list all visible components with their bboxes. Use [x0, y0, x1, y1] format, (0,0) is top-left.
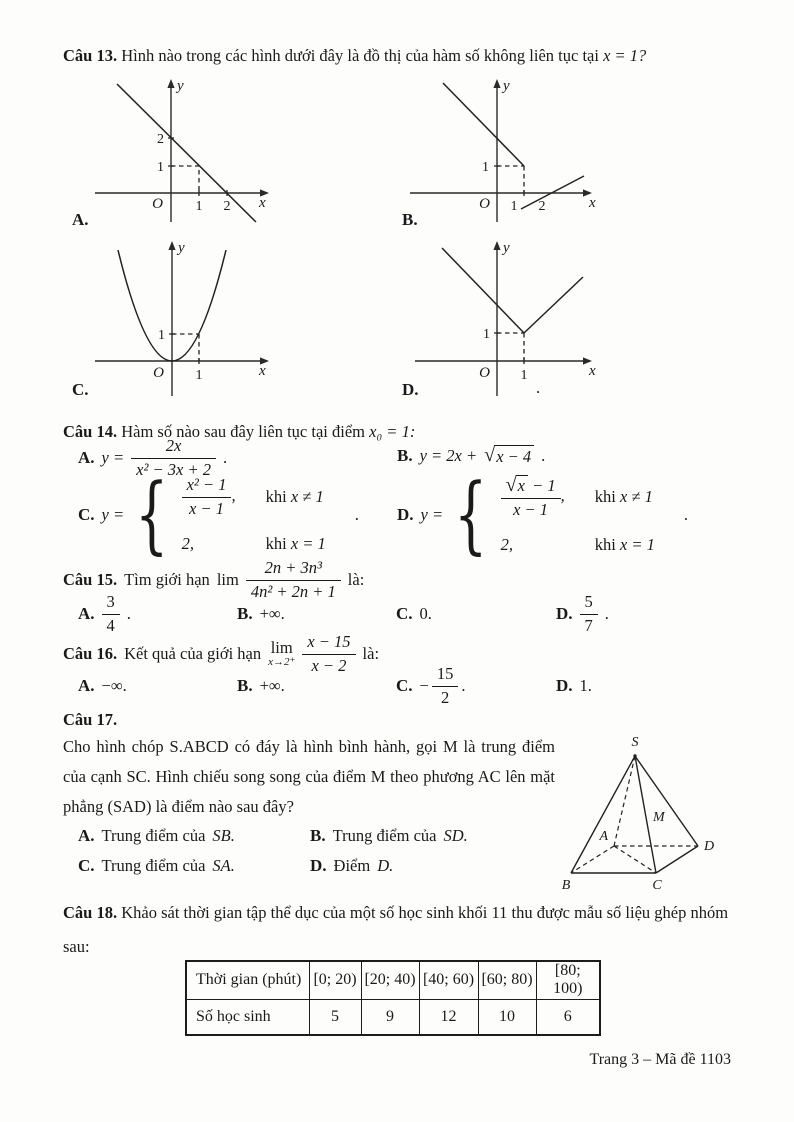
origin-label: O	[479, 196, 490, 212]
function-branch-left	[443, 83, 524, 166]
pyramid-figure	[550, 730, 725, 895]
tick-label-x2: 2	[538, 199, 546, 214]
piecewise: $\frac{\text{x² − 1}}{x - 1}$ , khi x ≠ 1 2, khi x = 1	[181, 475, 326, 553]
origin-label: O	[152, 196, 163, 212]
y-axis-label: y	[503, 78, 510, 94]
q16-option-b: B. +∞.	[237, 676, 285, 695]
function-curve	[117, 84, 256, 222]
q18-text: Khảo sát thời gian tập thể dục của một số học sinh khối 11 thu được mẫu số liệu ghép nhóm	[121, 903, 729, 922]
fraction: $\frac{2x}{\text{x² − 3x + 2}}$	[131, 437, 216, 479]
q17-line3: phẳng (SAD) là điểm nào sau đây?	[63, 797, 294, 816]
fraction: $\frac{\text{2n + 3n³}}{\text{4n² + 2n + 1}}$	[246, 559, 341, 601]
y-axis-arrow	[493, 79, 500, 88]
tick-label-x1: 1	[195, 368, 203, 383]
lim-operator: lim x→2⁺	[268, 637, 296, 669]
q14-option-d: D. y = { √ x − 1 x − 1 , khi x ≠ 1 2, khi x = 1 .	[397, 465, 689, 564]
q17-label: Câu 17.	[63, 710, 118, 729]
q13-option-c: C.	[72, 380, 89, 399]
q14-math: x₀ = 1:	[369, 422, 416, 441]
q16-option-d: D. 1.	[556, 676, 592, 695]
q13-label: Câu 13.	[63, 46, 118, 65]
y-axis-label: y	[503, 240, 510, 256]
header-cell: [80; 100)	[536, 961, 600, 999]
value-cell: 12	[419, 999, 478, 1035]
graph-c	[60, 238, 290, 400]
page-footer: Trang 3 – Mã đề 1103	[589, 1051, 731, 1068]
q14-option-c: C. y = { $\frac{\text{x² − 1}}{x - 1}$ , khi x ≠ 1 2, khi x = 1 .	[78, 465, 359, 564]
q15-heading: Câu 15. Tìm giới hạn lim $\frac{\text{2n + 3n³}}{\text{4n² + 2n + 1}}$ là:	[63, 558, 365, 601]
tick-label-x1: 1	[510, 199, 518, 214]
frequency-table	[185, 960, 601, 1036]
header-cell: [20; 40)	[361, 961, 419, 999]
header-cell: [40; 60)	[419, 961, 478, 999]
brace: {	[454, 465, 488, 564]
brace: {	[135, 465, 169, 564]
q18-text-line2: sau:	[63, 937, 90, 956]
solid-edges	[571, 756, 698, 873]
dashed-guides	[497, 166, 524, 193]
dashed-guides	[171, 166, 199, 193]
header-cell: [0; 20)	[309, 961, 361, 999]
q16-option-c: C. − $\frac{15}{2}$ .	[396, 664, 466, 707]
q15-option-d: D. $\frac{5}{7}$ .	[556, 592, 609, 635]
q18-heading	[63, 903, 753, 923]
tick-label-y1: 1	[157, 160, 164, 175]
vertex-label-c: C	[652, 878, 662, 893]
y-axis-label: y	[178, 240, 185, 256]
midpoint-label-m: M	[653, 810, 665, 825]
dashed-guides	[172, 334, 199, 361]
tick-marks	[169, 334, 199, 364]
tick-label-x1: 1	[195, 199, 203, 214]
vertex-label-s: S	[631, 735, 639, 750]
y-axis-arrow	[168, 241, 175, 250]
q13-text: Hình nào trong các hình dưới đây là đồ thị của hàm số không liên tục tại	[121, 46, 599, 65]
x-axis-label: x	[259, 195, 266, 211]
square-root: √ x − 4	[484, 445, 534, 467]
y-axis-label: y	[177, 78, 184, 94]
vertex-label-b: B	[561, 878, 571, 893]
q14-label: Câu 14.	[63, 422, 118, 441]
tick-label-y1: 1	[482, 160, 489, 175]
origin-label: O	[479, 365, 490, 381]
q13-option-a: A.	[72, 210, 89, 229]
tick-marks	[494, 166, 524, 196]
value-cell: 6	[536, 999, 600, 1035]
q16-heading: Câu 16. Kết quả của giới hạn lim x→2⁺ $\frac{x - 15}{x - 2}$ là:	[63, 632, 380, 675]
table-data-row	[186, 999, 600, 1035]
q13-heading	[63, 46, 753, 66]
q13-option-b: B.	[402, 210, 418, 229]
lim-operator: lim	[216, 570, 239, 589]
header-cell: [60; 80)	[478, 961, 536, 999]
y-axis-arrow	[493, 241, 500, 250]
table-header-row	[186, 961, 600, 999]
q15-option-c: C. 0.	[396, 604, 432, 623]
apex-dot	[633, 754, 636, 757]
q15-option-b: B. +∞.	[237, 604, 285, 623]
graph-d	[400, 238, 630, 400]
tick-marks	[494, 333, 524, 364]
q18-label: Câu 18.	[63, 903, 118, 922]
tick-label-x1: 1	[520, 368, 528, 383]
row-label-cell: Số học sinh	[186, 999, 309, 1035]
tick-label-y2: 2	[157, 132, 164, 147]
q16-option-a: A. −∞.	[78, 676, 127, 695]
stray-dot: .	[536, 378, 541, 397]
q14-option-b: B. y = 2x + √ x − 4 .	[397, 444, 546, 466]
tick-label-x2: 2	[223, 199, 231, 214]
tick-label-y1: 1	[483, 327, 490, 342]
x-axis-label: x	[589, 195, 596, 211]
origin-label: O	[153, 365, 164, 381]
q17-option-b: B. Trung điểm của SD.	[310, 826, 468, 845]
piecewise: √ x − 1 x − 1 , khi x ≠ 1 2, khi x = 1	[500, 474, 655, 554]
y-axis-arrow	[167, 79, 174, 88]
q17-line2: của cạnh SC. Hình chiếu song song của điểm M theo phương AC lên mặt	[63, 767, 555, 786]
q13-option-d: D.	[402, 380, 419, 399]
q14-option-a: A. y = $\frac{2x}{\text{x² − 3x + 2}}$ .	[78, 436, 228, 479]
q17-line1: Cho hình chóp S.ABCD có đáy là hình bình hành, gọi M là trung điểm	[63, 737, 555, 756]
graph-a	[60, 76, 290, 226]
vertex-label-d: D	[704, 839, 715, 854]
fraction: $\frac{x - 15}{x - 2}$	[302, 633, 355, 675]
x-axis-label: x	[589, 363, 596, 379]
q15-option-a: A. $\frac{3}{4}$ .	[78, 592, 131, 635]
dashed-guides	[497, 333, 524, 361]
graph-b	[400, 76, 630, 226]
x-axis-label: x	[259, 363, 266, 379]
function-curve	[442, 248, 583, 333]
q17-option-a: A. Trung điểm của SB.	[78, 826, 235, 845]
value-cell: 10	[478, 999, 536, 1035]
q14-text: Hàm số nào sau đây liên tục tại điểm	[121, 422, 365, 441]
header-cell: Thời gian (phút)	[186, 961, 309, 999]
q17-option-c: C. Trung điểm của SA.	[78, 856, 235, 875]
tick-marks	[168, 138, 227, 196]
value-cell: 9	[361, 999, 419, 1035]
q17-option-d: D. Điểm D.	[310, 856, 394, 875]
q13-math: x = 1?	[603, 46, 647, 65]
tick-label-y1: 1	[158, 328, 165, 343]
vertex-label-a: A	[599, 829, 608, 844]
value-cell: 5	[309, 999, 361, 1035]
dashed-edges	[571, 756, 698, 873]
